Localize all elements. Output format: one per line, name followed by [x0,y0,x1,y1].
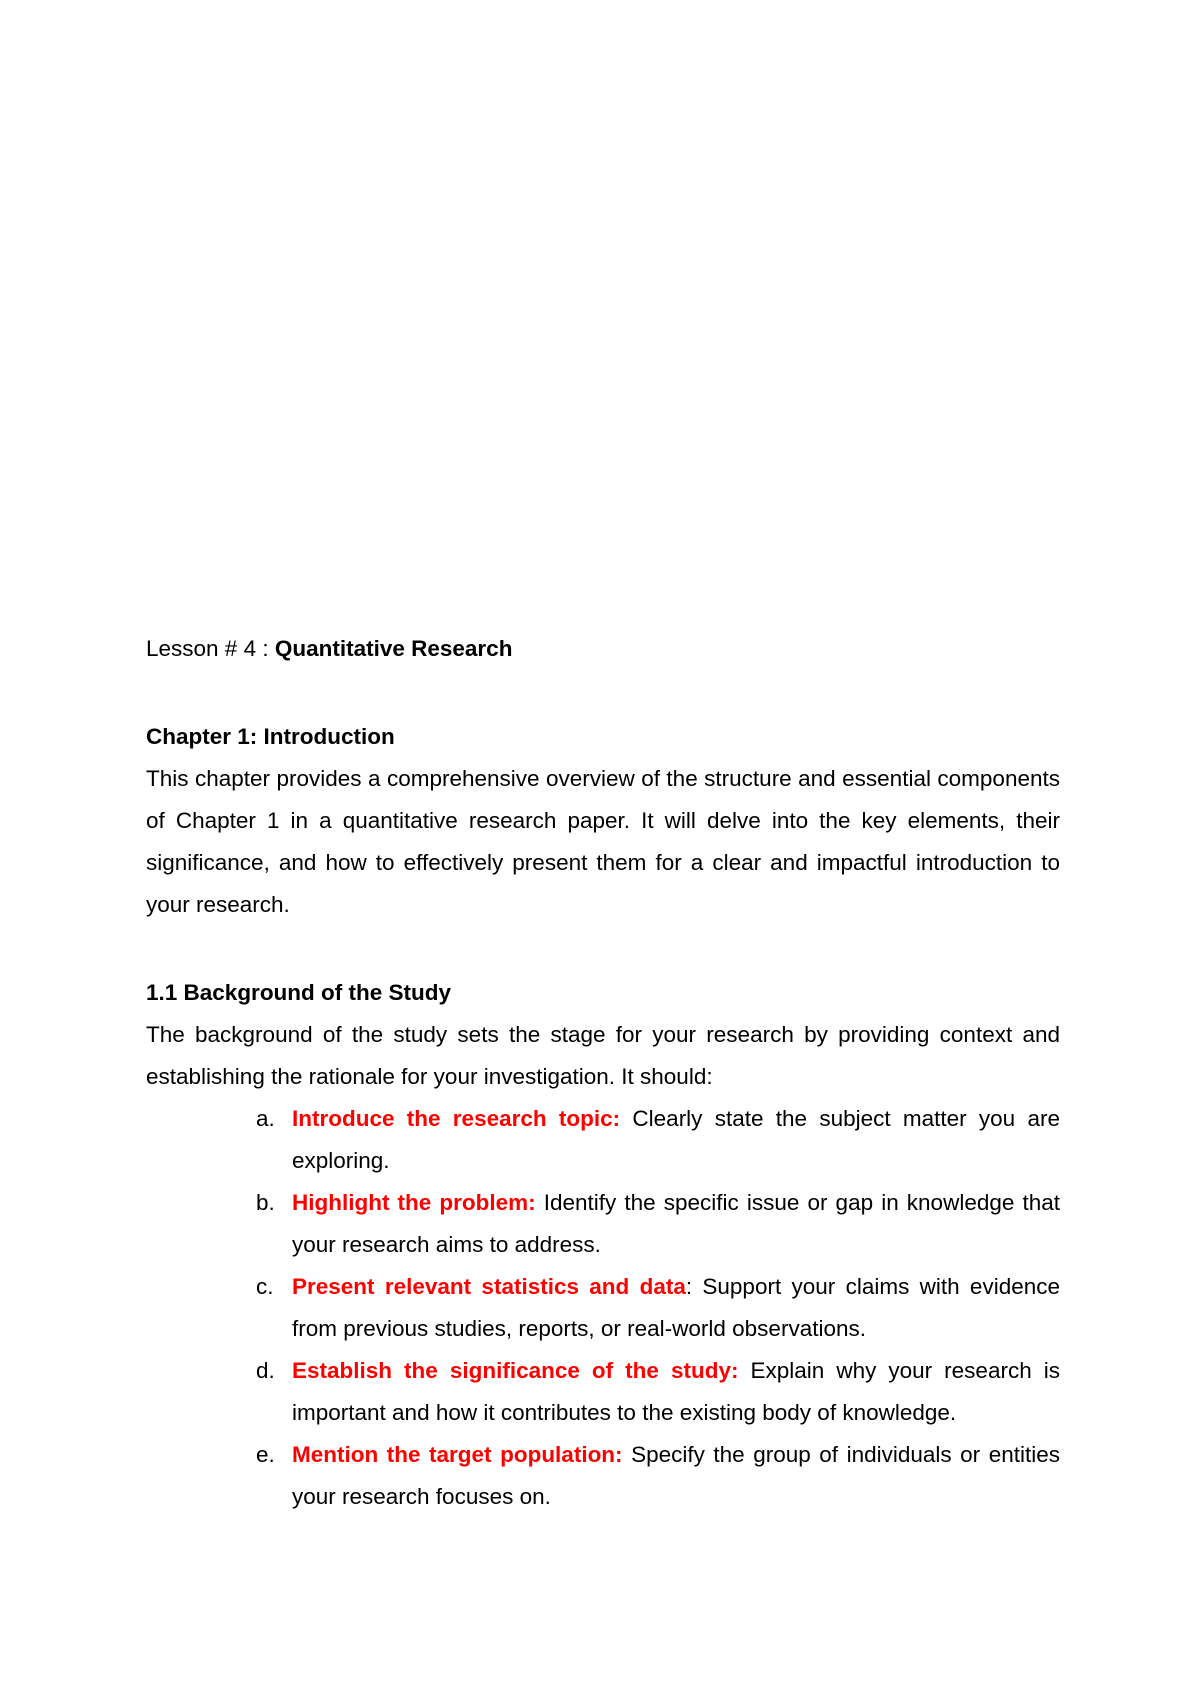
section-heading: 1.1 Background of the Study [146,980,452,1005]
list-item-label: Establish the significance of the study: [292,1358,739,1383]
list-item [146,1098,1060,1182]
list-item [146,1434,1060,1518]
lesson-prefix: Lesson # 4 : [146,636,275,661]
list-item-label: Introduce the research topic: [292,1106,621,1131]
list-marker: d. [256,1358,275,1383]
list-marker: a. [256,1106,275,1131]
lesson-title: Quantitative Research [274,636,513,661]
list-item-label: Mention the target population: [292,1442,623,1467]
list-item-text: Clearly state the subject matter you are exploring. [292,1106,1060,1173]
list-marker: b. [256,1190,275,1215]
list-marker: c. [256,1274,274,1299]
spacer [146,670,1060,716]
list-item-label: Highlight the problem: [292,1190,536,1215]
lesson-line [146,628,1060,670]
chapter-heading: Chapter 1: Introduction [146,724,395,749]
list-item [146,1182,1060,1266]
list-item-text: Specify the group of individuals or entities your research focuses on. [292,1442,1060,1509]
spacer [146,926,1060,972]
list-marker: e. [256,1442,275,1467]
list-item-label: Present relevant statistics and data [292,1274,686,1299]
chapter-body: This chapter provides a comprehensive overview of the structure and essential components of Chapter 1 in a quantitative research paper. It will delve into the key elements, their significance, and how to effectively present them for a clear and impactful introduction to your research. [146,766,1060,917]
list-item [146,1350,1060,1434]
section-body: The background of the study sets the stage for your research by providing context and establishing the rationale for your investigation. It should: [146,1022,1060,1089]
list-item [146,1266,1060,1350]
list-item-text: : Support your claims with evidence from previous studies, reports, or real-world observations. [292,1274,1060,1341]
list-item-text: Explain why your research is important and how it contributes to the existing body of knowledge. [292,1358,1060,1425]
document-page [146,628,1060,1518]
list-item-text: Identify the specific issue or gap in knowledge that your research aims to address. [292,1190,1060,1257]
background-list [146,1098,1060,1518]
